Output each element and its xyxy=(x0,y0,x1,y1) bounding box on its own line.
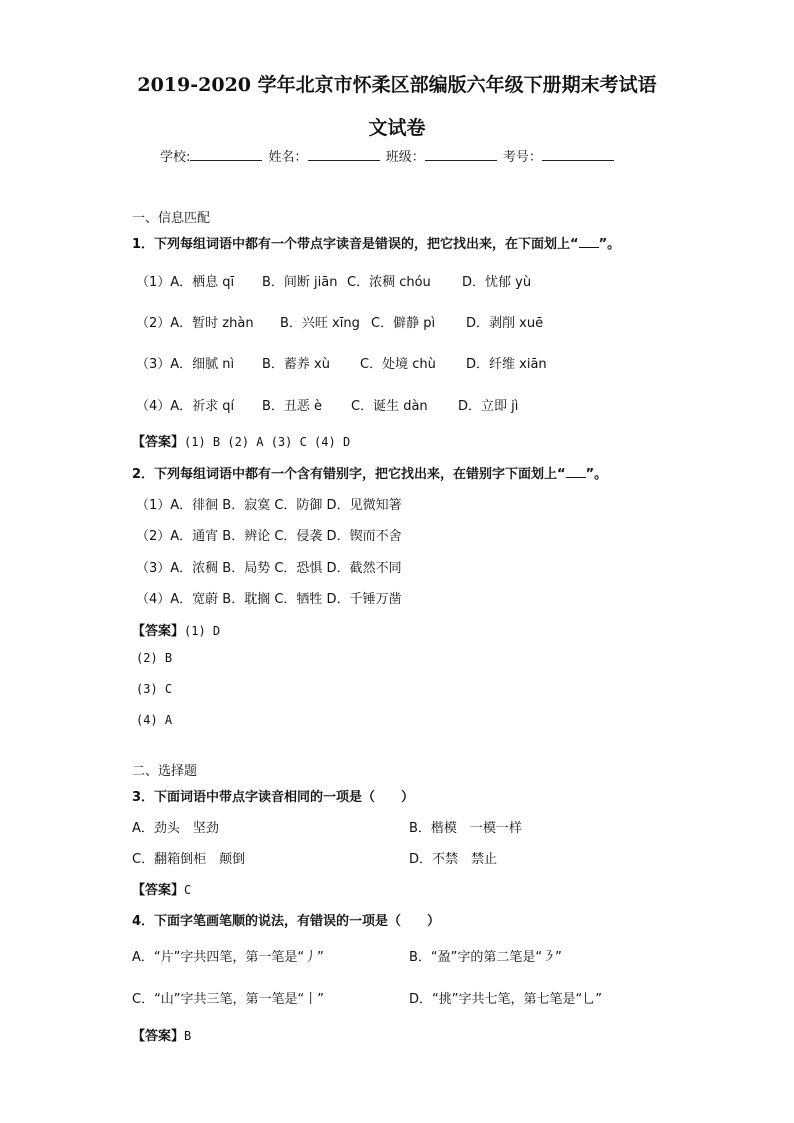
answer-value: (1) D xyxy=(184,624,221,638)
q4-answer xyxy=(132,1025,191,1044)
q1-row-1-a: （1）A．栖息 qī xyxy=(136,275,235,290)
section-1-heading: 一、信息匹配 xyxy=(132,211,211,226)
q1-row-3-c: C．处境 chù xyxy=(360,357,436,372)
q1-row-4-a: （4）A．祈求 qí xyxy=(136,399,235,414)
section-2-heading: 二、选择题 xyxy=(132,764,198,779)
exam-title-line-1: 2019-2020 学年北京市怀柔区部编版六年级下册期末考试语 xyxy=(137,74,657,96)
school-blank xyxy=(190,148,262,161)
answer-label: 【答案】 xyxy=(132,1029,185,1044)
underline-blank xyxy=(579,236,599,248)
name-blank xyxy=(308,148,380,161)
student-info-row xyxy=(160,146,616,165)
q4-option-a: A．“片”字共四笔，第一笔是“丿” xyxy=(132,950,324,965)
q1-row-2-b: B．兴旺 xīng xyxy=(280,316,360,331)
answer-value: C xyxy=(184,883,192,897)
name-label: 姓名： xyxy=(268,150,308,165)
q1-row-1-b: B．间断 jiān xyxy=(262,275,338,290)
number-label: 考号： xyxy=(502,150,542,165)
q3-answer xyxy=(132,879,191,898)
question-2-stem xyxy=(132,463,607,482)
question-2-stem-text: 2．下列每组词语中都有一个含有错别字，把它找出来，在错别字下面划上“ xyxy=(132,467,566,482)
q2-row-1: （1）A．徘徊 B．寂寞 C．防御 D．见微知箸 xyxy=(136,498,402,513)
q2-row-4: （4）A．宽蔚 B．耽搁 C．牺牲 D．千锤万凿 xyxy=(136,592,402,607)
q3-option-c: C．翻箱倒柜 颠倒 xyxy=(132,852,246,867)
q3-option-b: B．楷模 一模一样 xyxy=(409,821,522,836)
q1-row-1-c: C．浓稠 chóu xyxy=(347,275,431,290)
class-blank xyxy=(425,148,497,161)
school-label: 学校: xyxy=(160,150,191,165)
q1-row-2-c: C．僻静 pì xyxy=(371,316,436,331)
q1-row-4-d: D．立即 jì xyxy=(458,399,519,414)
question-1-stem-end: ”。 xyxy=(598,237,621,252)
q3-option-a: A．劲头 坚劲 xyxy=(132,821,219,836)
class-label: 班级： xyxy=(385,150,425,165)
question-2-stem-end: ”。 xyxy=(585,467,608,482)
q1-row-2-a: （2）A．暂时 zhàn xyxy=(136,316,254,331)
question-3-stem: 3．下面词语中带点字读音相同的一项是（ ） xyxy=(132,790,415,805)
answer-value: (1) B (2) A (3) C (4) D xyxy=(184,435,351,449)
q1-row-3-d: D．纤维 xiān xyxy=(466,357,547,372)
q1-row-3-a: （3）A．细腻 nì xyxy=(136,357,235,372)
q2-answer-line-4: (4) A xyxy=(136,713,173,727)
q1-row-3-b: B．蓄养 xù xyxy=(262,357,330,372)
q1-row-1-d: D．忧郁 yù xyxy=(462,275,532,290)
number-blank xyxy=(542,148,614,161)
underline-blank xyxy=(566,466,586,478)
q2-answer xyxy=(132,620,220,639)
q2-answer-line-3: (3) C xyxy=(136,682,173,696)
q2-answer-line-2: (2) B xyxy=(136,651,173,665)
question-1-stem-text: 1．下列每组词语中都有一个带点字读音是错误的，把它找出来，在下面划上“ xyxy=(132,237,579,252)
q1-row-4-c: C．诞生 dàn xyxy=(351,399,428,414)
answer-label: 【答案】 xyxy=(132,624,185,639)
exam-title-line-2: 文试卷 xyxy=(368,117,426,139)
question-4-stem: 4．下面字笔画笔顺的说法，有错误的一项是（ ） xyxy=(132,914,441,929)
q1-answer xyxy=(132,431,350,450)
answer-label: 【答案】 xyxy=(132,435,185,450)
q4-option-d: D．“挑”字共七笔，第七笔是“乚” xyxy=(409,992,602,1007)
q3-option-d: D．不禁 禁止 xyxy=(409,852,498,867)
q2-row-2: （2）A．通宵 B．辨论 C．侵袭 D．锲而不舍 xyxy=(136,529,402,544)
answer-label: 【答案】 xyxy=(132,883,185,898)
q2-row-3: （3）A．浓稠 B．局势 C．恐惧 D．截然不同 xyxy=(136,561,402,576)
q1-row-4-b: B．丑恶 è xyxy=(262,399,323,414)
answer-value: B xyxy=(184,1029,192,1043)
q4-option-c: C．“山”字共三笔，第一笔是“丨” xyxy=(132,992,325,1007)
q1-row-2-d: D．剥削 xuē xyxy=(466,316,544,331)
q4-option-b: B．“盈”字的第二笔是“㇋” xyxy=(409,950,562,965)
question-1-stem xyxy=(132,233,620,252)
